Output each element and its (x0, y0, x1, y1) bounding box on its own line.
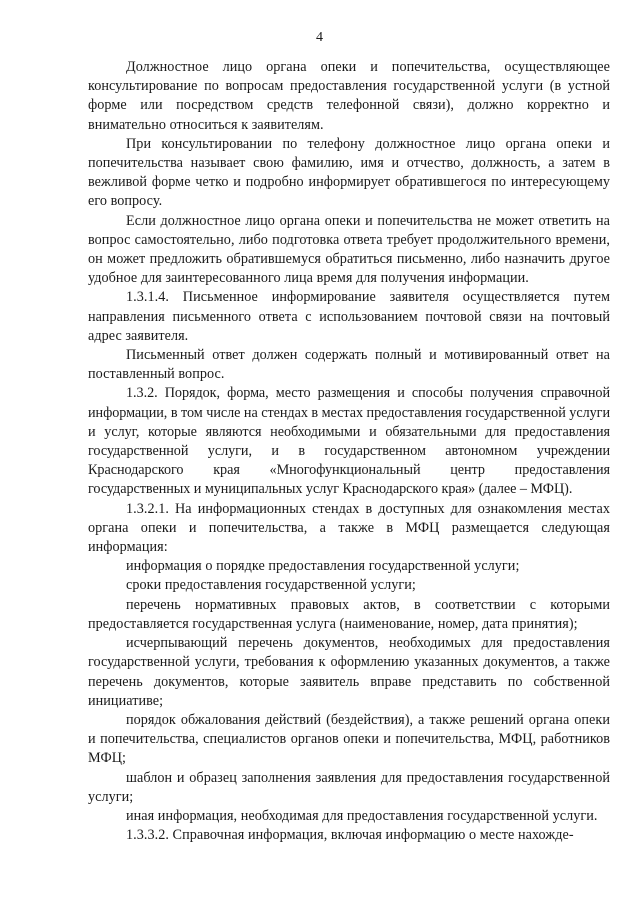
paragraph: Письменный ответ должен содержать полный и мотивированный ответ на поставленный вопрос. (88, 347, 610, 383)
paragraph: 1.3.3.2. Справочная информация, включая информацию о месте нахожде- (126, 827, 574, 844)
list-item: иная информация, необходимая для предоставления государственной услуги. (126, 807, 598, 824)
paragraph: При консультировании по телефону должностное лицо органа опеки и попечительства называет свою фамилию, имя и отчество, должность, а затем в вежливой форме четко и подробно информирует обратившегося по интересующему его вопросу. (88, 135, 610, 210)
list-item: порядок обжалования действий (бездействия), а также решений органа опеки и попечительства, специалистов органов опеки и попечительства, МФЦ, работников МФЦ; (88, 711, 610, 767)
list-item: перечень нормативных правовых актов, в соответствии с которыми предоставляется государственная услуга (наименование, номер, дата принятия); (88, 596, 610, 632)
paragraph: 1.3.2.1. На информационных стендах в доступных для ознакомления местах органа опеки и попечительства, а также в МФЦ размещается следующая информация: (88, 500, 610, 556)
list-item: сроки предоставления государственной услуги; (126, 577, 416, 594)
list-item: исчерпывающий перечень документов, необходимых для предоставления государственной услуги, требования к оформлению указанных документов, а также перечень документов, которые заявитель вправе представить по собственной инициативе; (88, 635, 610, 709)
paragraph: 1.3.2. Порядок, форма, место размещения и способы получения справочной информации, в том числе на стендах в местах предоставления государственной услуги и услуг, которые являются необходимыми и обязательными для предоставления государственной услуги, и в государственном автономном учреждении Краснодарского края «Многофункциональный центр предоставления государственных и муниципальных услуг Краснодарского края» (далее – МФЦ). (88, 385, 610, 498)
paragraph: Должностное лицо органа опеки и попечительства, осуществляющее консультирование по вопросам предоставления государственной услуги (в устной форме или посредством средств телефонной связи), должно корректно и внимательно относиться к заявителям. (88, 59, 610, 133)
paragraph: 1.3.1.4. Письменное информирование заявителя осуществляется путем направления письменного ответа с использованием почтовой связи на почтовый адрес заявителя. (88, 289, 610, 344)
document-body (88, 58, 610, 845)
paragraph: Если должностное лицо органа опеки и попечительства не может ответить на вопрос самостоятельно, либо подготовка ответа требует продолжительного времени, он может предложить обратившемуся обратиться письменно, либо назначить другое удобное для заинтересованного лица время для получения информации. (88, 212, 610, 287)
page-number: 4 (316, 30, 323, 45)
list-item: информация о порядке предоставления государственной услуги; (126, 558, 520, 575)
list-item: шаблон и образец заполнения заявления для предоставления государственной услуги; (88, 769, 610, 805)
